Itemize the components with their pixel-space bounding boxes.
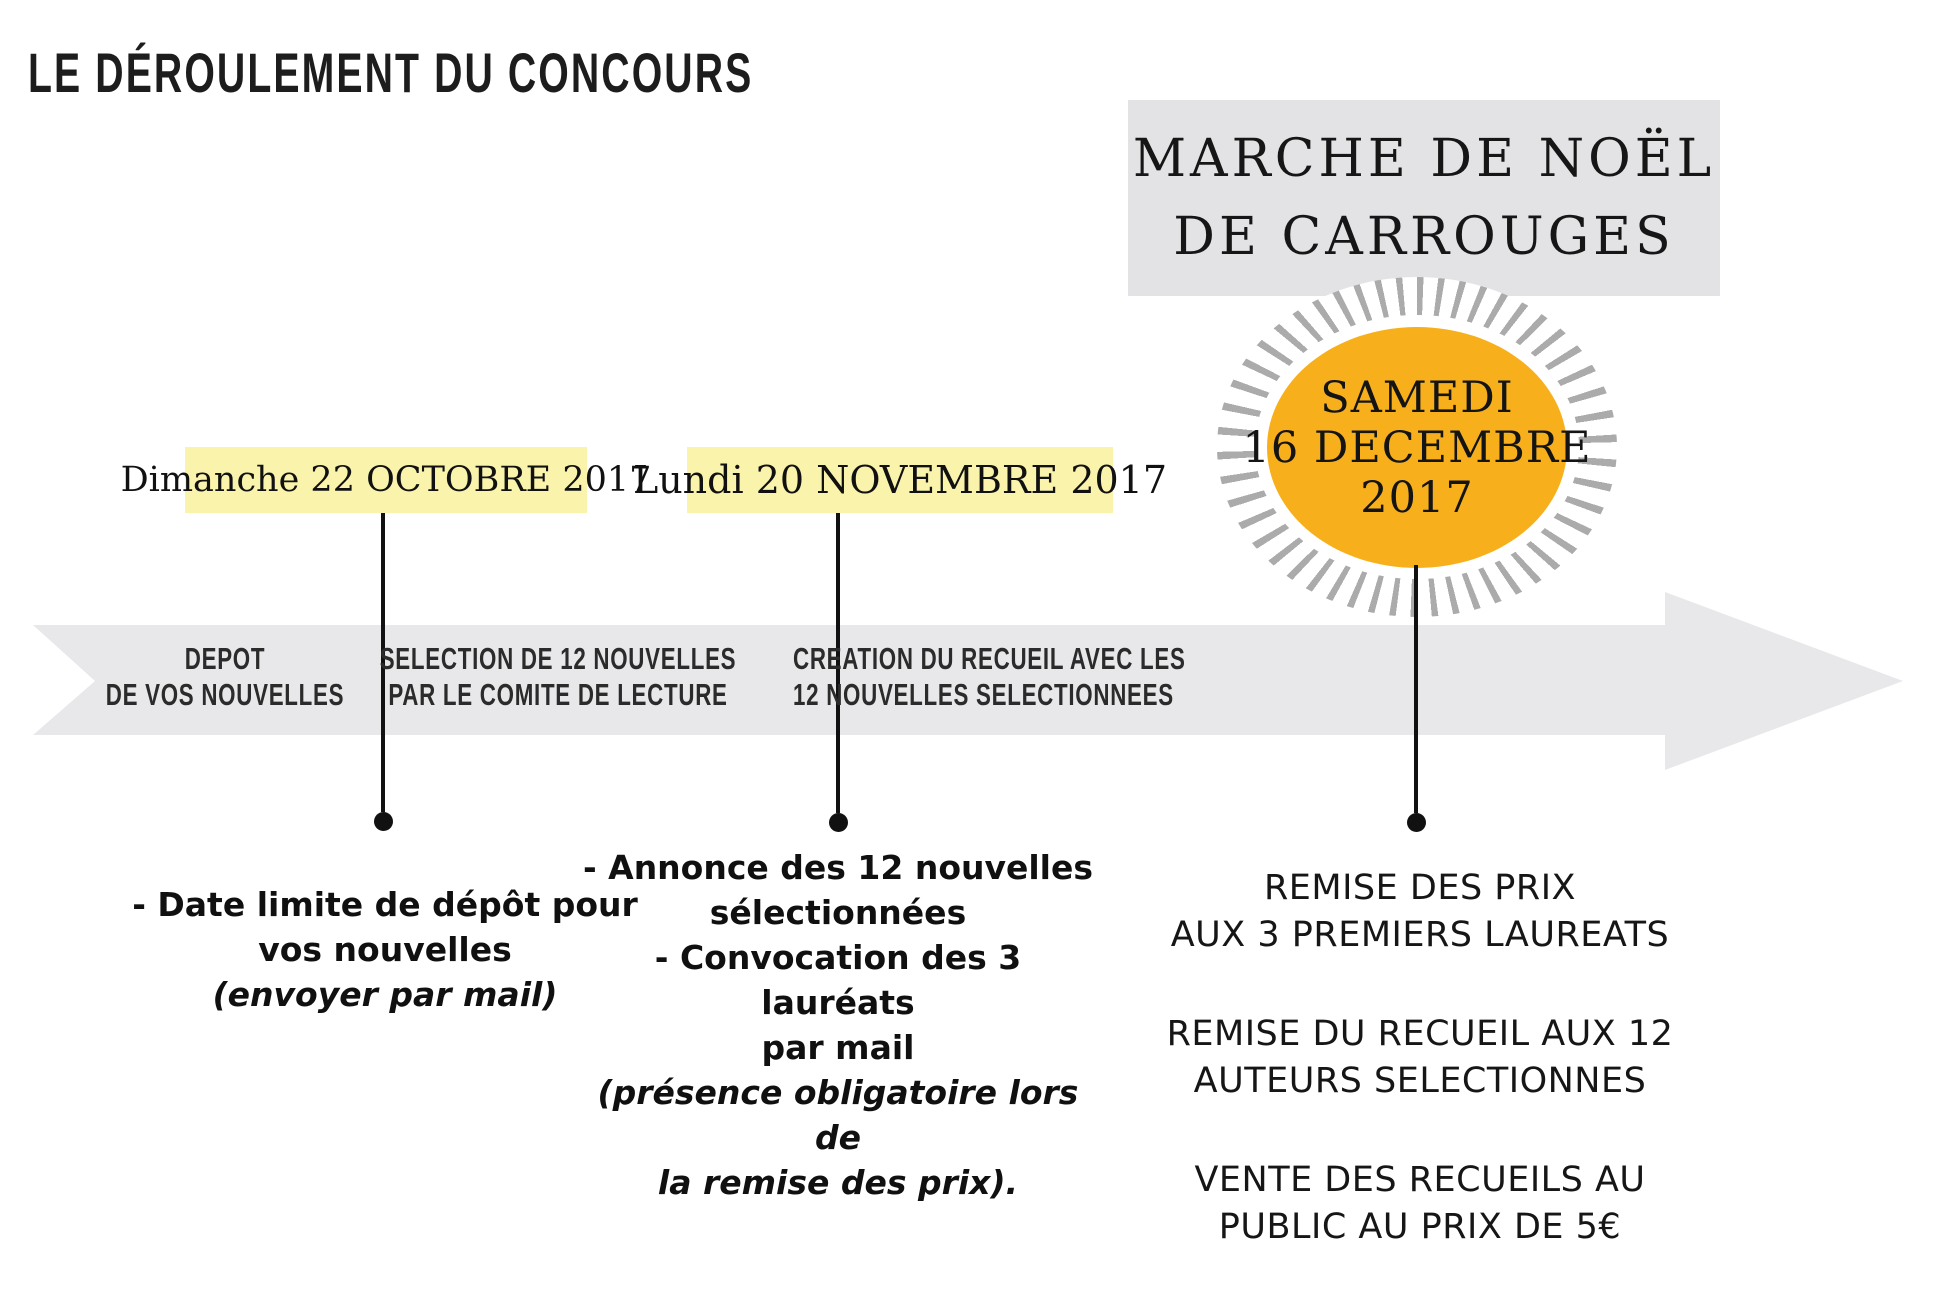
note-2-line6: la remise des prix).: [657, 1163, 1019, 1202]
event-note-1-line2: AUX 3 PREMIERS LAUREATS: [1170, 915, 1670, 955]
note-2-line3: - Convocation des 3 lauréats: [654, 938, 1022, 1022]
event-note-1-line1: REMISE DES PRIX: [1263, 868, 1577, 908]
phase-3-line1: CREATION DU RECUEIL AVEC LES: [793, 641, 1186, 676]
badge-day: SAMEDI: [1320, 372, 1514, 423]
event-note-vente: [1140, 1157, 1700, 1251]
phase-2-line2: PAR LE COMITE DE LECTURE: [388, 677, 728, 712]
milestone-date-1: Dimanche 22 OCTOBRE 2017: [185, 447, 587, 513]
timeline-dot-1: [374, 812, 393, 831]
event-note-prix: [1140, 865, 1700, 959]
event-title-line1: MARCHE DE NOËL: [1132, 129, 1716, 189]
phase-label-selection: [378, 641, 738, 713]
event-title-box: [1128, 100, 1720, 296]
event-note-2-line1: REMISE DU RECUEIL AUX 12: [1166, 1014, 1674, 1054]
event-notes: [1140, 865, 1700, 1303]
milestone-1-notes: [125, 882, 645, 1017]
note-2-line2: sélectionnées: [709, 893, 967, 932]
event-note-3-line1: VENTE DES RECUEILS AU: [1194, 1160, 1646, 1200]
phase-2-line1: SELECTION DE 12 NOUVELLES: [379, 641, 737, 676]
event-title-line2: DE CARROUGES: [1173, 207, 1675, 267]
phase-3-line2: 12 NOUVELLES SELECTIONNEES: [793, 677, 1174, 712]
badge-date: 16 DECEMBRE: [1242, 422, 1592, 473]
phase-label-creation: [793, 641, 1186, 713]
milestone-2-notes: [578, 845, 1098, 1205]
timeline-dot-2: [829, 813, 848, 832]
note-2-line1: - Annonce des 12 nouvelles: [582, 848, 1094, 887]
event-note-2-line2: AUTEURS SELECTIONNES: [1193, 1061, 1647, 1101]
note-2-line4: par mail: [761, 1028, 915, 1067]
phase-label-depot: [45, 641, 405, 713]
phase-1-line2: DE VOS NOUVELLES: [105, 677, 345, 712]
phase-1-line1: DEPOT: [184, 641, 266, 676]
timeline-dot-3: [1407, 813, 1426, 832]
event-note-recueil: [1140, 1011, 1700, 1105]
event-date-badge: [1242, 327, 1592, 568]
note-1-line2: vos nouvelles: [258, 930, 512, 969]
note-1-line3: (envoyer par mail): [212, 975, 558, 1014]
note-1-line1: - Date limite de dépôt pour: [132, 885, 638, 924]
note-2-line5: (présence obligatoire lors de: [597, 1073, 1079, 1157]
badge-year: 2017: [1360, 472, 1474, 523]
milestone-date-2: Lundi 20 NOVEMBRE 2017: [687, 447, 1113, 513]
page-title: LE DÉROULEMENT DU CONCOURS: [28, 41, 754, 104]
timeline-connector-3: [1414, 565, 1418, 813]
event-note-3-line2: PUBLIC AU PRIX DE 5€: [1218, 1207, 1622, 1247]
